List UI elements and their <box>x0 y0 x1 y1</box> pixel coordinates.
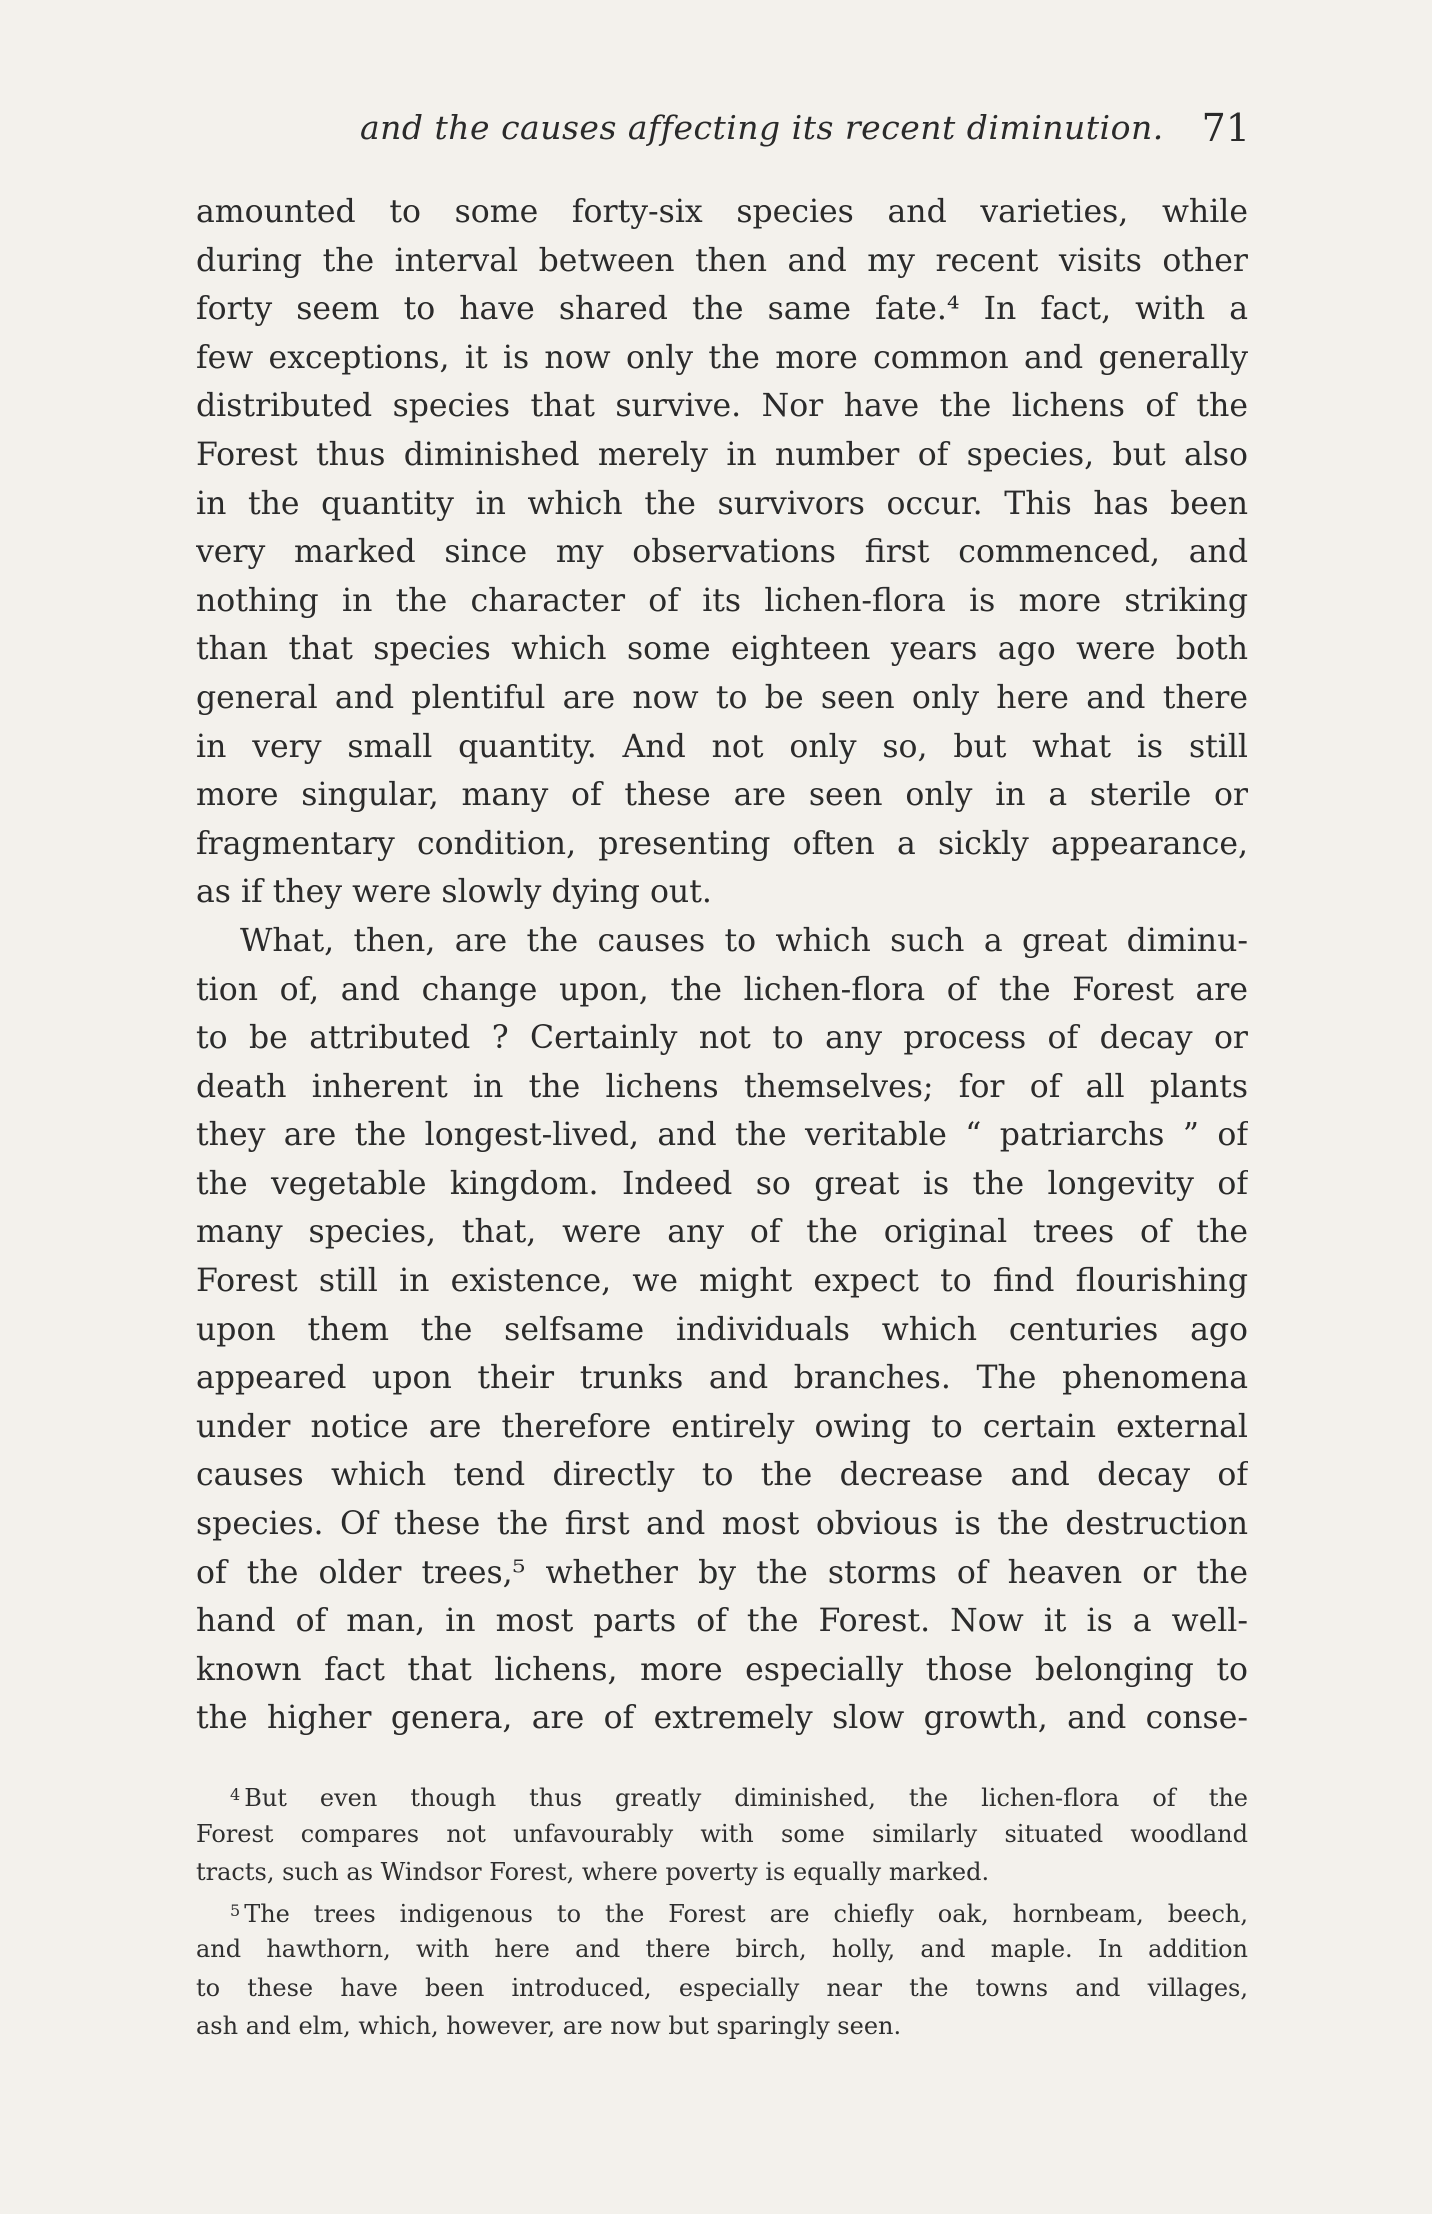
footnote-4-line: Forest compares not unfavourably with some similarly situated woodland <box>196 1819 1248 1848</box>
body-text <box>196 188 1248 1743</box>
text-line: of the older trees,⁵ whether by the storms of heaven or the <box>196 1554 1248 1591</box>
text-line: distributed species that survive. Nor have the lichens of the <box>196 388 1248 425</box>
text-line: more singular, many of these are seen only in a sterile or <box>196 777 1248 814</box>
text-line: as if they were slowly dying out. <box>196 874 712 911</box>
text-line: upon them the selfsame individuals which centuries ago <box>196 1311 1248 1348</box>
text-line: to be attributed ? Certainly not to any process of decay or <box>196 1020 1248 1057</box>
text-line: What, then, are the causes to which such a great diminu- <box>240 922 1248 959</box>
text-line: causes which tend directly to the decrease and decay of <box>196 1457 1248 1494</box>
text-line: amounted to some forty-six species and varieties, while <box>196 194 1248 230</box>
text-line: many species, that, were any of the original trees of the <box>196 1214 1248 1251</box>
text-line: few exceptions, it is now only the more common and generally <box>196 339 1248 376</box>
footnote-5-mark: 5 <box>230 1900 241 1920</box>
text-line: appeared upon their trunks and branches. The phenomena <box>196 1360 1248 1397</box>
page-header <box>200 108 1250 158</box>
text-line: fragmentary condition, presenting often a sickly appearance, <box>196 825 1248 862</box>
text-line: tion of, and change upon, the lichen-flora of the Forest are <box>196 971 1248 1008</box>
text-line: than that species which some eighteen years ago were both <box>196 631 1248 668</box>
text-line: hand of man, in most parts of the Forest. Now it is a well- <box>196 1603 1248 1640</box>
text-line: species. Of these the first and most obvious is the destruction <box>196 1506 1248 1543</box>
footnote-5-line: ash and elm, which, however, are now but sparingly seen. <box>196 2012 902 2040</box>
footnote-4-line <box>196 1776 1248 1815</box>
text-line: during the interval between then and my recent visits other <box>196 242 1248 279</box>
text-line: in very small quantity. And not only so, but what is still <box>196 728 1248 765</box>
footnote-5-text: The trees indigenous to the Forest are chiefly oak, hornbeam, beech, <box>244 1899 1248 1928</box>
page-number: 71 <box>1201 106 1250 150</box>
text-line: forty seem to have shared the same fate.⁴ In fact, with a <box>196 291 1248 328</box>
text-line: nothing in the character of its lichen-flora is more striking <box>196 582 1248 619</box>
footnotes <box>196 1776 1248 2046</box>
text-line: general and plentiful are now to be seen only here and there <box>196 679 1248 716</box>
text-line: known fact that lichens, more especially those belonging to <box>196 1651 1248 1688</box>
footnote-4-text: But even though thus greatly diminished, the lichen-flora of the <box>244 1784 1248 1812</box>
text-line: they are the longest-lived, and the veritable “ patriarchs ” of <box>196 1117 1248 1154</box>
text-line: under notice are therefore entirely owing to certain external <box>196 1408 1248 1445</box>
text-line: in the quantity in which the survivors occur. This has been <box>196 485 1248 522</box>
footnote-5-line <box>196 1892 1248 1931</box>
footnote-5-line: and hawthorn, with here and there birch, holly, and maple. In addition <box>196 1935 1248 1963</box>
footnote-4-mark: 4 <box>230 1785 241 1804</box>
text-line: the vegetable kingdom. Indeed so great is the longevity of <box>196 1165 1248 1202</box>
text-line: Forest thus diminished merely in number of species, but also <box>196 436 1248 473</box>
text-line: very marked since my observations first commenced, and <box>196 534 1248 571</box>
text-line: the higher genera, are of extremely slow growth, and conse- <box>196 1700 1248 1737</box>
running-head: and the causes affecting its recent diminution. <box>360 108 1164 147</box>
text-line: Forest still in existence, we might expect to find flourishing <box>196 1263 1248 1300</box>
footnote-5-line: to these have been introduced, especially near the towns and villages, <box>196 1973 1248 2002</box>
footnote-4-line: tracts, such as Windsor Forest, where poverty is equally marked. <box>196 1858 990 1886</box>
text-line: death inherent in the lichens themselves; for of all plants <box>196 1068 1248 1105</box>
